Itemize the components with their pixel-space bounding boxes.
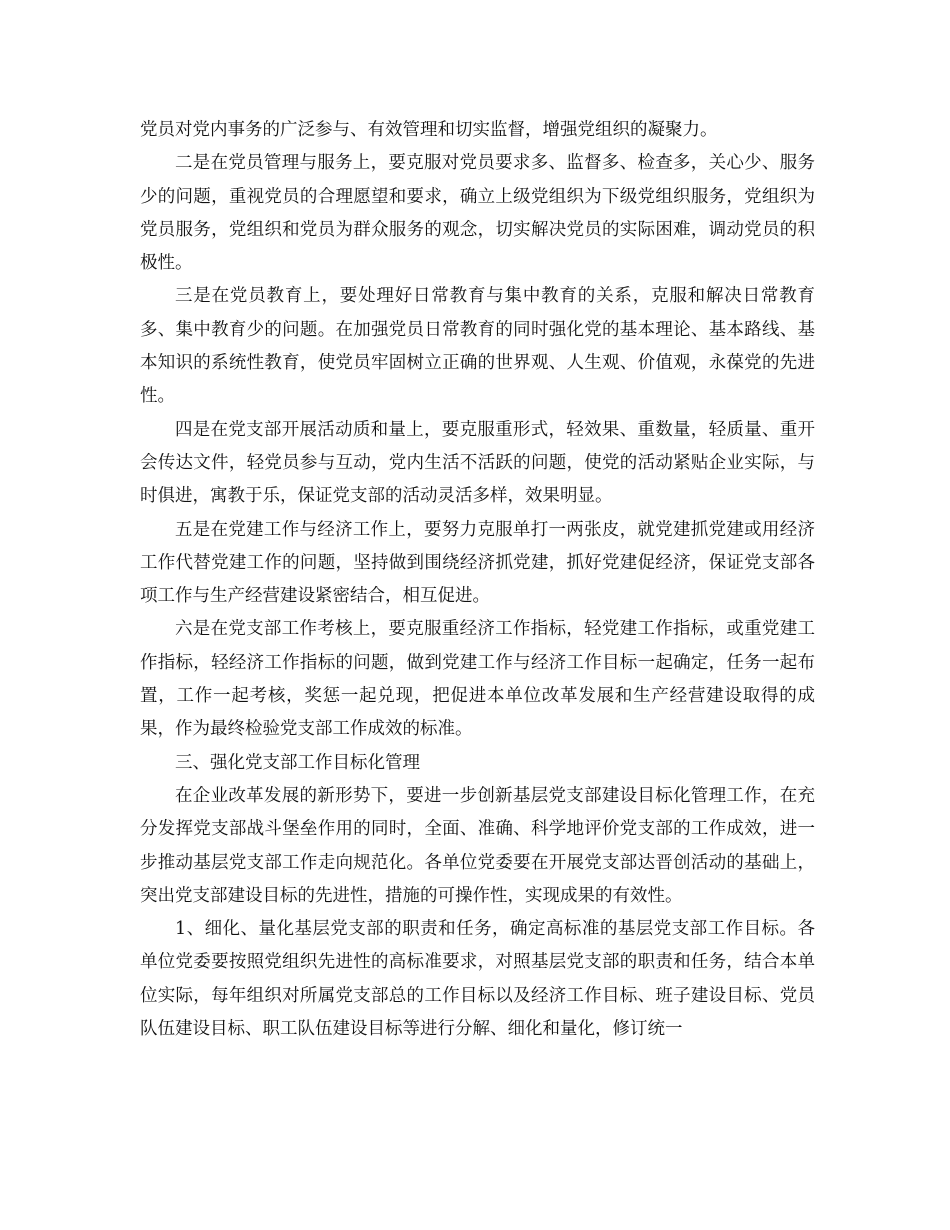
document-body — [140, 114, 815, 1046]
paragraph-3: 三是在党员教育上，要处理好日常教育与集中教育的关系，克服和解决日常教育多、集中教育少的问题。在加强党员日常教育的同时强化党的基本理论、基本路线、基本知识的系统性教育，使党员牢固树立正确的世界观、人生观、价值观，永葆党的先进性。 — [140, 286, 815, 407]
paragraph-8: 在企业改革发展的新形势下，要进一步创新基层党支部建设目标化管理工作，在充分发挥党支部战斗堡垒作用的同时，全面、准确、科学地评价党支部的工作成效，进一步推动基层党支部工作走向规范化。各单位党委要在开展党支部达晋创活动的基础上，突出党支部建设目标的先进性，措施的可操作性，实现成果的有效性。 — [140, 785, 815, 906]
paragraph-5: 五是在党建工作与经济工作上，要努力克服单打一两张皮，就党建抓党建或用经济工作代替党建工作的问题，坚持做到围绕经济抓党建，抓好党建促经济，保证党支部各项工作与生产经营建设紧密结合，相互促进。 — [140, 519, 815, 607]
paragraph-1: 党员对党内事务的广泛参与、有效管理和切实监督，增强党组织的凝聚力。 — [140, 120, 718, 140]
paragraph-9: 1、细化、量化基层党支部的职责和任务，确定高标准的基层党支部工作目标。各单位党委要按照党组织先进性的高标准要求，对照基层党支部的职责和任务，结合本单位实际，每年组织对所属党支部总的工作目标以及经济工作目标、班子建设目标、党员队伍建设目标、职工队伍建设目标等进行分解、细化和量化，修订统一 — [140, 919, 815, 1040]
paragraph-4: 四是在党支部开展活动质和量上，要克服重形式，轻效果、重数量，轻质量、重开会传达文件，轻党员参与互动，党内生活不活跃的问题，使党的活动紧贴企业实际，与时俱进，寓教于乐，保证党支部的活动灵活多样，效果明显。 — [140, 419, 815, 507]
paragraph-2: 二是在党员管理与服务上，要克服对党员要求多、监督多、检查多，关心少、服务少的问题，重视党员的合理愿望和要求，确立上级党组织为下级党组织服务，党组织为党员服务，党组织和党员为群众服务的观念，切实解决党员的实际困难，调动党员的积极性。 — [140, 153, 815, 274]
paragraph-6: 六是在党支部工作考核上，要克服重经济工作指标，轻党建工作指标，或重党建工作指标，轻经济工作指标的问题，做到党建工作与经济工作目标一起确定，任务一起布置，工作一起考核，奖惩一起兑现，把促进本单位改革发展和生产经营建设取得的成果，作为最终检验党支部工作成效的标准。 — [140, 619, 815, 740]
section-heading: 三、强化党支部工作目标化管理 — [175, 752, 420, 773]
